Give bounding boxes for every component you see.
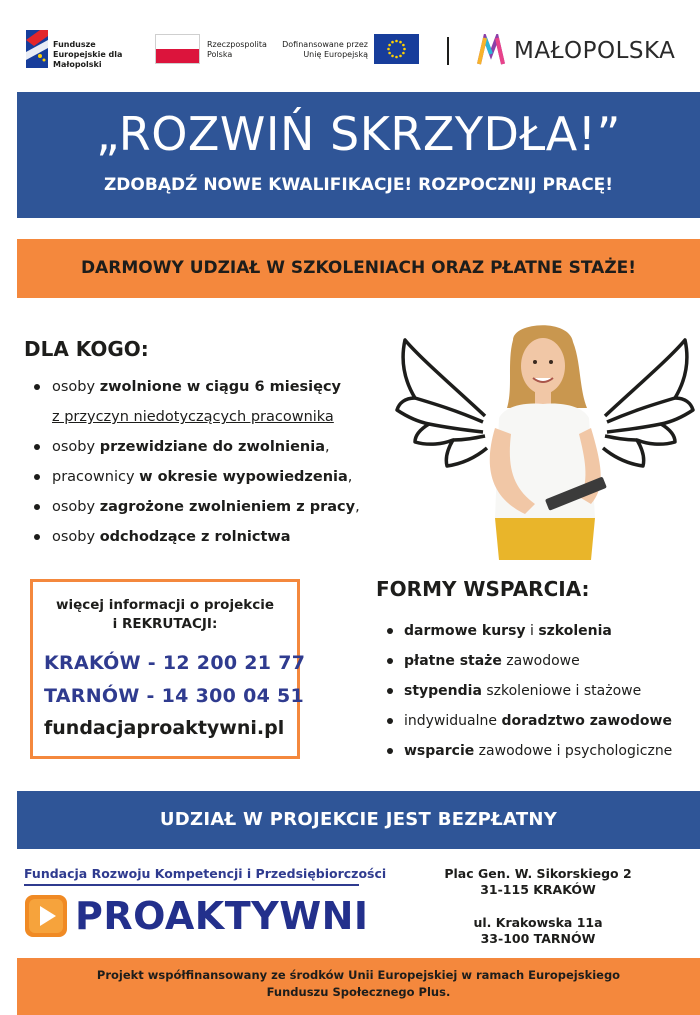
phone-krakow-link[interactable]: KRAKÓW - 12 200 21 77 xyxy=(44,652,306,674)
logo-separator xyxy=(447,37,449,65)
website-link[interactable]: fundacjaproaktywni.pl xyxy=(44,717,285,739)
play-icon xyxy=(24,894,68,938)
free-participation-banner xyxy=(17,791,700,849)
right-wing-icon xyxy=(603,340,693,466)
address-krakow: Plac Gen. W. Sikorskiego 2 31-115 KRAKÓW xyxy=(444,866,632,897)
phone-tarnow-link[interactable]: TARNÓW - 14 300 04 51 xyxy=(44,685,305,707)
free-participation-text: UDZIAŁ W PROJEKCIE JEST BEZPŁATNY xyxy=(159,809,558,830)
contact-heading: więcej informacji o projekcie i REKRUTACJI: xyxy=(55,597,275,632)
left-wing-icon xyxy=(397,340,487,466)
support-item: indywidualne doradztwo zawodowe xyxy=(384,706,700,736)
target-list xyxy=(30,372,390,552)
target-heading: DLA KOGO: xyxy=(24,337,149,361)
offer-banner xyxy=(17,239,700,298)
page-title: „ROZWIŃ SKRZYDŁA!” xyxy=(96,107,621,161)
support-item: darmowe kursy i szkolenia xyxy=(384,616,700,646)
target-item: pracownicy w okresie wypowiedzenia, xyxy=(30,462,390,492)
support-item: wsparcie zawodowe i psychologiczne xyxy=(384,736,700,766)
support-item: stypendia szkoleniowe i stażowe xyxy=(384,676,700,706)
poland-flag-icon xyxy=(155,34,200,64)
foundation-divider xyxy=(24,884,359,886)
page-subtitle: ZDOBĄDŹ NOWE KWALIFIKACJE! ROZPOCZNIJ PRACĘ! xyxy=(103,175,614,195)
target-item-continuation: z przyczyn niedotyczących pracownika xyxy=(52,409,334,425)
foundation-name: Fundacja Rozwoju Kompetencji i Przedsiębiorczości xyxy=(24,866,387,881)
target-item: osoby odchodzące z rolnictwa xyxy=(30,522,390,552)
eu-funding-label: Dofinansowane przez Unię Europejską xyxy=(282,40,368,59)
offer-banner-text: DARMOWY UDZIAŁ W SZKOLENIACH ORAZ PŁATNE STAŻE! xyxy=(80,258,637,278)
support-heading: FORMY WSPARCIA: xyxy=(376,577,590,601)
european-funds-label: Fundusze Europejskie dla Małopolski xyxy=(53,40,123,69)
target-item: osoby przewidziane do zwolnienia, xyxy=(30,432,390,462)
support-item: płatne staże zawodowe xyxy=(384,646,700,676)
target-item: osoby zwolnione w ciągu 6 miesięcy xyxy=(30,372,390,402)
woman-with-wings-photo xyxy=(395,318,695,560)
title-banner xyxy=(17,92,700,218)
logo-bar xyxy=(0,0,700,90)
address-tarnow: ul. Krakowska 11a 33-100 TARNÓW xyxy=(473,915,603,946)
support-list xyxy=(384,616,700,766)
malopolska-logo-icon xyxy=(477,34,509,66)
woman-figure xyxy=(490,325,607,560)
poland-label: Rzeczpospolita Polska xyxy=(207,40,267,59)
malopolska-label: MAŁOPOLSKA xyxy=(514,38,676,64)
proaktywni-logo-text: PROAKTYWNI xyxy=(75,894,369,938)
footer-banner xyxy=(17,958,700,1015)
contact-info-box xyxy=(30,579,306,759)
eu-flag-icon xyxy=(374,34,419,64)
target-item: osoby zagrożone zwolnieniem z pracy, xyxy=(30,492,390,522)
european-funds-logo-icon xyxy=(26,30,48,68)
footer-text: Projekt współfinansowany ze środków Unii Europejskiej w ramach Europejskiego Funduszu Społecznego Plus. xyxy=(96,968,621,999)
